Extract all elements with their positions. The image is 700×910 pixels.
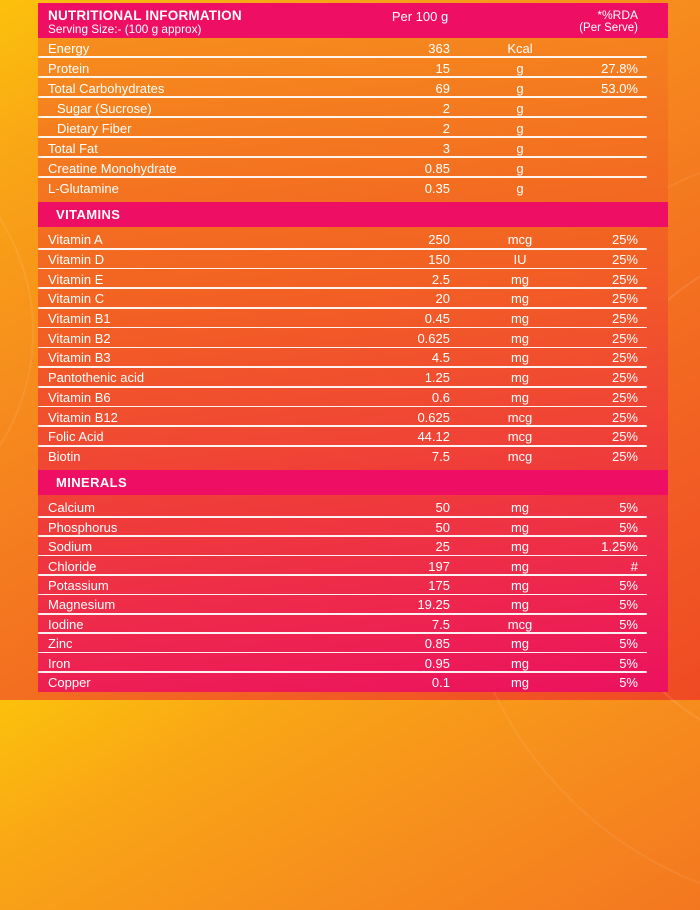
row-rda: 25% xyxy=(611,370,638,386)
section-header-label: MINERALS xyxy=(56,475,128,491)
row-label: Iron xyxy=(48,655,71,671)
row-label: Magnesium xyxy=(48,597,116,613)
row-unit: mcg xyxy=(507,409,533,425)
row-label: Phosphorus xyxy=(48,519,118,535)
row-label: Vitamin E xyxy=(48,271,104,287)
table-row xyxy=(38,634,668,653)
row-label: Copper xyxy=(48,674,91,690)
row-label: Zinc xyxy=(48,636,73,652)
row-unit: mcg xyxy=(507,448,533,464)
row-unit: mcg xyxy=(507,429,533,445)
section-rows xyxy=(38,498,668,692)
row-rda: 5% xyxy=(619,500,638,516)
row-value: 0.85 xyxy=(424,160,450,176)
rda-column-header-line2: (Per Serve) xyxy=(579,22,638,34)
table-row xyxy=(38,230,668,250)
rda-column-header xyxy=(579,9,638,35)
table-row xyxy=(38,328,668,348)
row-value: 2 xyxy=(442,120,450,136)
section-rows xyxy=(38,230,668,466)
table-row xyxy=(38,498,668,517)
row-label: Iodine xyxy=(48,616,84,632)
row-value: 0.95 xyxy=(424,655,450,671)
row-value: 20 xyxy=(435,291,450,307)
row-rda: 25% xyxy=(611,389,638,405)
row-unit: g xyxy=(516,60,524,76)
row-value: 1.25 xyxy=(424,370,450,386)
row-rda: 5% xyxy=(619,597,638,613)
table-row xyxy=(38,309,668,329)
table-row xyxy=(38,615,668,634)
amount-column-header: Per 100 g xyxy=(391,9,449,24)
row-rda: 25% xyxy=(611,291,638,307)
row-rda: 5% xyxy=(619,674,638,690)
row-value: 175 xyxy=(428,578,450,593)
row-label: Creatine Monohydrate xyxy=(48,160,177,176)
row-value: 0.85 xyxy=(424,636,450,652)
row-rda: 27.8% xyxy=(601,60,638,76)
row-value: 50 xyxy=(435,500,450,516)
table-row xyxy=(38,595,668,614)
row-label: Vitamin B3 xyxy=(48,350,111,366)
table-row xyxy=(38,118,668,138)
section-rows xyxy=(38,38,668,198)
row-label: Chloride xyxy=(48,558,97,574)
table-row xyxy=(38,537,668,556)
row-unit: g xyxy=(516,180,524,196)
row-unit: mcg xyxy=(507,232,533,248)
row-value: 0.625 xyxy=(417,409,450,425)
row-rda: 1.25% xyxy=(601,539,638,555)
table-row xyxy=(38,269,668,289)
section-header-label: VITAMINS xyxy=(56,207,121,222)
row-unit: g xyxy=(516,100,524,116)
table-row xyxy=(38,576,668,595)
table-row xyxy=(38,407,668,427)
row-unit: g xyxy=(516,140,524,156)
table-row xyxy=(38,178,668,198)
row-unit: mg xyxy=(510,597,530,613)
row-unit: mg xyxy=(510,389,530,405)
row-label: Vitamin D xyxy=(48,252,105,268)
row-unit: mg xyxy=(510,500,530,516)
row-rda: 25% xyxy=(611,429,638,445)
row-rda: 25% xyxy=(611,271,638,287)
row-label: L-Glutamine xyxy=(48,180,119,196)
row-value: 0.6 xyxy=(431,389,450,405)
row-unit: mg xyxy=(510,291,530,307)
row-rda: 25% xyxy=(611,330,638,346)
row-label: Dietary Fiber xyxy=(57,120,132,136)
row-value: 19.25 xyxy=(417,597,450,613)
row-value: 150 xyxy=(428,252,450,268)
row-unit: IU xyxy=(513,252,527,268)
row-value: 250 xyxy=(428,232,450,248)
table-row xyxy=(38,556,668,575)
row-label: Biotin xyxy=(48,448,81,464)
row-value: 44.12 xyxy=(417,429,450,445)
row-label: Folic Acid xyxy=(48,429,104,445)
row-label: Sodium xyxy=(48,539,93,555)
table-row xyxy=(38,447,668,467)
row-value: 2.5 xyxy=(431,271,450,287)
row-rda: 25% xyxy=(611,252,638,268)
row-label: Vitamin B2 xyxy=(48,330,111,346)
table-row xyxy=(38,138,668,158)
table-row xyxy=(38,388,668,408)
row-unit: mg xyxy=(510,350,530,366)
table-row xyxy=(38,289,668,309)
row-label: Sugar (Sucrose) xyxy=(57,100,152,116)
section-header-vitamins xyxy=(38,202,668,227)
row-label: Total Fat xyxy=(48,140,98,156)
row-label: Vitamin C xyxy=(48,291,105,307)
row-unit: g xyxy=(516,80,524,96)
row-rda: 25% xyxy=(611,448,638,464)
row-value: 69 xyxy=(435,80,450,96)
table-row xyxy=(38,368,668,388)
table-row xyxy=(38,518,668,537)
table-row xyxy=(38,78,668,98)
table-row xyxy=(38,250,668,270)
table-row xyxy=(38,98,668,118)
row-unit: Kcal xyxy=(507,40,533,56)
row-unit: mcg xyxy=(507,616,533,632)
row-unit: g xyxy=(516,160,524,176)
row-unit: mg xyxy=(510,330,530,346)
row-value: 4.5 xyxy=(431,350,450,366)
table-title: NUTRITIONAL INFORMATION xyxy=(48,8,242,23)
row-value: 0.35 xyxy=(424,180,450,196)
row-unit: mg xyxy=(510,539,530,555)
row-unit: mg xyxy=(510,271,530,287)
serving-size-label: Serving Size:- (100 g approx) xyxy=(48,22,202,36)
row-rda: 5% xyxy=(619,578,638,593)
row-value: 0.1 xyxy=(431,674,450,690)
nutrition-table xyxy=(38,3,668,692)
row-rda: 5% xyxy=(619,519,638,535)
row-unit: mg xyxy=(510,370,530,386)
row-label: Vitamin B1 xyxy=(48,311,111,327)
row-rda: 5% xyxy=(619,616,638,632)
table-row xyxy=(38,348,668,368)
row-rda: 5% xyxy=(619,655,638,671)
row-value: 15 xyxy=(435,60,450,76)
row-label: Calcium xyxy=(48,500,95,516)
row-rda: 25% xyxy=(611,350,638,366)
section-header-minerals xyxy=(38,470,668,495)
row-value: 7.5 xyxy=(431,616,450,632)
decorative-swirl xyxy=(0,120,34,544)
row-label: Pantothenic acid xyxy=(48,370,145,386)
row-unit: mg xyxy=(510,655,530,671)
row-value: 197 xyxy=(428,558,450,574)
row-label: Potassium xyxy=(48,578,109,593)
row-rda: 5% xyxy=(619,636,638,652)
row-unit: g xyxy=(516,120,524,136)
row-unit: mg xyxy=(510,558,530,574)
table-row xyxy=(38,158,668,178)
row-value: 0.625 xyxy=(417,330,450,346)
row-rda: 53.0% xyxy=(601,80,638,96)
row-label: Vitamin B12 xyxy=(48,409,118,425)
row-rda: 25% xyxy=(611,409,638,425)
rda-column-header-line1: *%RDA xyxy=(597,8,638,22)
table-row xyxy=(38,427,668,447)
row-label: Total Carbohydrates xyxy=(48,80,165,96)
table-row xyxy=(38,673,668,692)
row-label: Vitamin A xyxy=(48,232,103,248)
row-label: Protein xyxy=(48,60,90,76)
row-unit: mg xyxy=(510,519,530,535)
row-unit: mg xyxy=(510,674,530,690)
row-value: 363 xyxy=(428,40,450,56)
row-value: 3 xyxy=(442,140,450,156)
row-value: 50 xyxy=(435,519,450,535)
row-label: Vitamin B6 xyxy=(48,389,111,405)
row-value: 25 xyxy=(435,539,450,555)
row-rda: 25% xyxy=(611,232,638,248)
row-value: 0.45 xyxy=(424,311,450,327)
row-rda: 25% xyxy=(611,311,638,327)
table-row xyxy=(38,653,668,672)
table-row xyxy=(38,58,668,78)
table-header-band xyxy=(38,3,668,38)
row-label: Energy xyxy=(48,40,90,56)
table-row xyxy=(38,38,668,58)
row-unit: mg xyxy=(510,636,530,652)
row-unit: mg xyxy=(510,578,530,593)
row-unit: mg xyxy=(510,311,530,327)
row-value: 2 xyxy=(442,100,450,116)
row-value: 7.5 xyxy=(431,448,450,464)
row-rda: # xyxy=(630,558,638,574)
